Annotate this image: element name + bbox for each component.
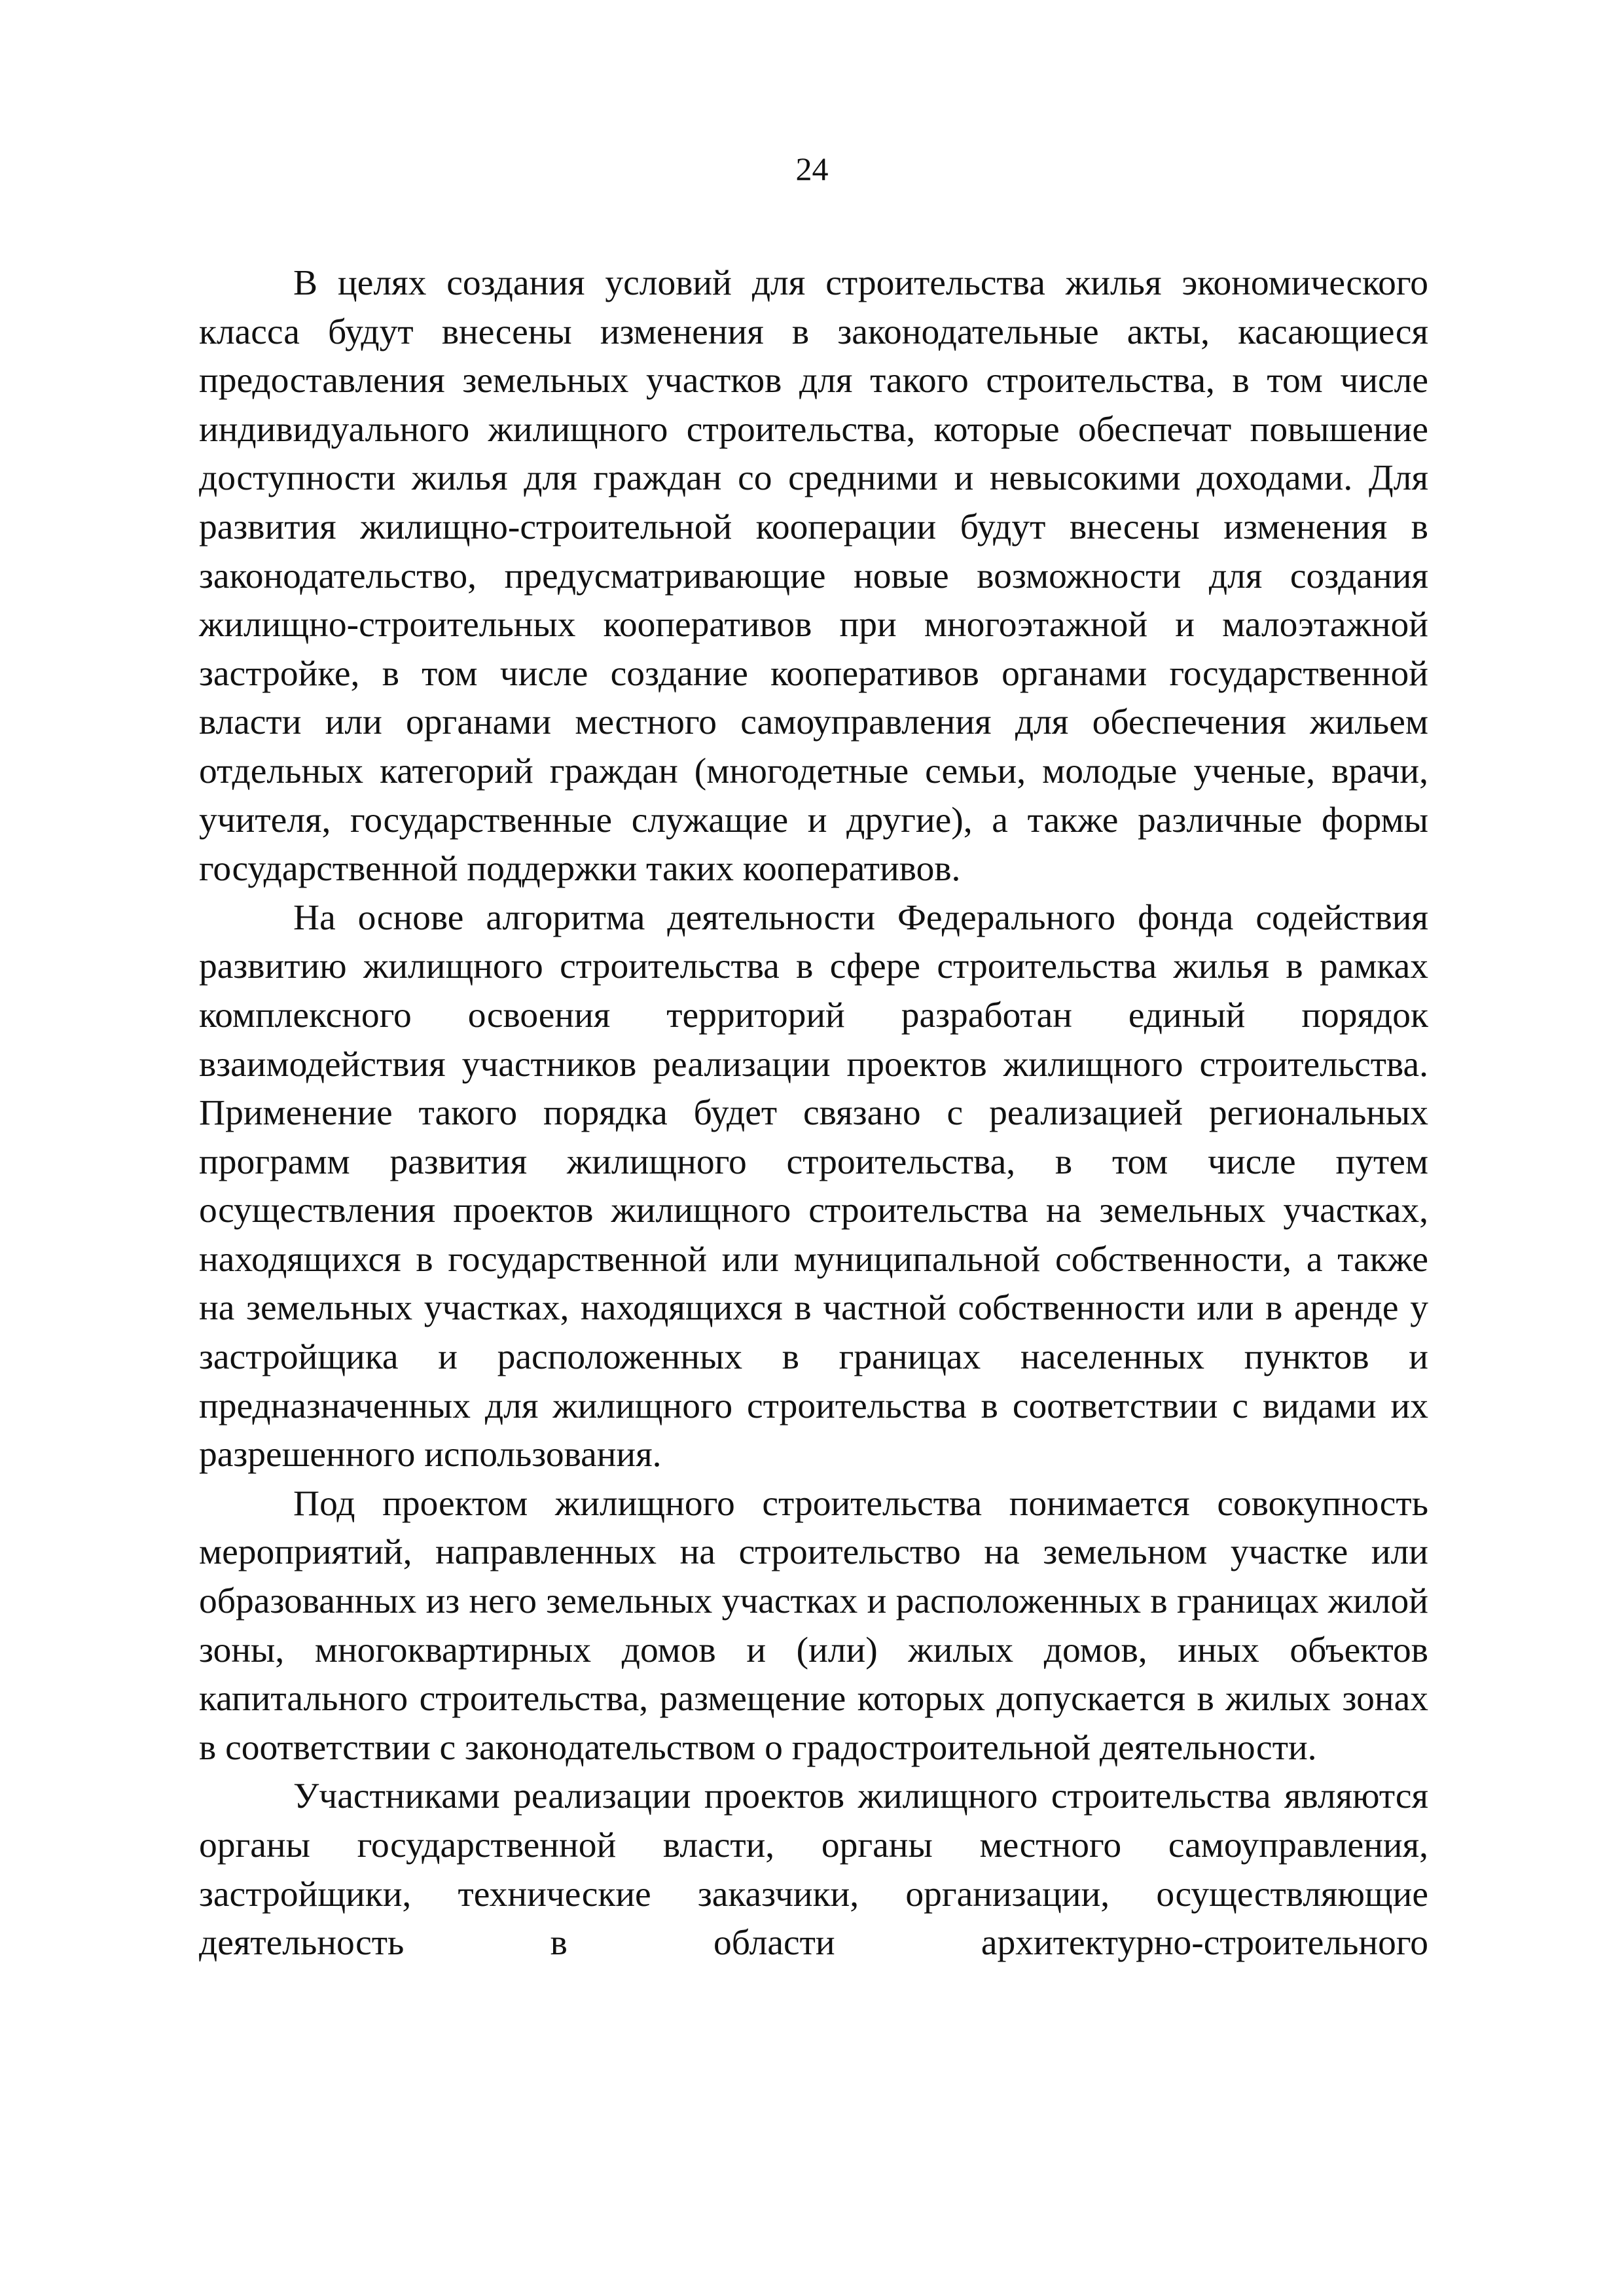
page-number: 24 <box>795 151 829 187</box>
paragraph-economy-class-housing: В целях создания условий для строительства жилья экономического класса будут внесены изменения в законодательные акты, касающиеся предоставления земельных участков для такого строительства, в том числе индивидуального жилищного строительства, которые обеспечат повышение доступности жилья для граждан со средними и невысокими доходами. Для развития жилищно-строительной кооперации будут внесены изменения в законодательство, предусматривающие новые возможности для создания жилищно-строительных кооперативов при многоэтажной и малоэтажной застройке, в том числе создание кооперативов органами государственной власти или органами местного самоуправления для обеспечения жильем отдельных категорий граждан (многодетные семьи, молодые ученые, врачи, учителя, государственные служащие и другие), а также различные формы государственной поддержки таких кооперативов. <box>199 263 1428 889</box>
document-body <box>199 259 1428 1968</box>
paragraph-housing-project-definition: Под проектом жилищного строительства понимается совокупность мероприятий, направленных на строительство на земельном участке или образованных из него земельных участках и расположенных в границах жилой зоны, многоквартирных домов и (или) жилых домов, иных объектов капитального строительства, размещение которых допускается в жилых зонах в соответствии с законодательством о градостроительной деятельности. <box>199 1483 1428 1768</box>
paragraph-project-participants: Участниками реализации проектов жилищного строительства являются органы государственной власти, органы местного самоуправления, застройщики, технические заказчики, организации, осуществляющие деятельность в области архитектурно-строительного <box>199 1776 1428 1964</box>
paragraph-federal-fund-algorithm: На основе алгоритма деятельности Федерального фонда содействия развитию жилищного строительства в сфере строительства жилья в рамках комплексного освоения территорий разработан единый порядок взаимодействия участников реализации проектов жилищного строительства. Применение такого порядка будет связано с реализацией региональных программ развития жилищного строительства, в том числе путем осуществления проектов жилищного строительства на земельных участках, находящихся в государственной или муниципальной собственности, а также на земельных участках, находящихся в частной собственности или в аренде у застройщика и расположенных в границах населенных пунктов и предназначенных для жилищного строительства в соответствии с видами их разрешенного использования. <box>199 897 1428 1475</box>
